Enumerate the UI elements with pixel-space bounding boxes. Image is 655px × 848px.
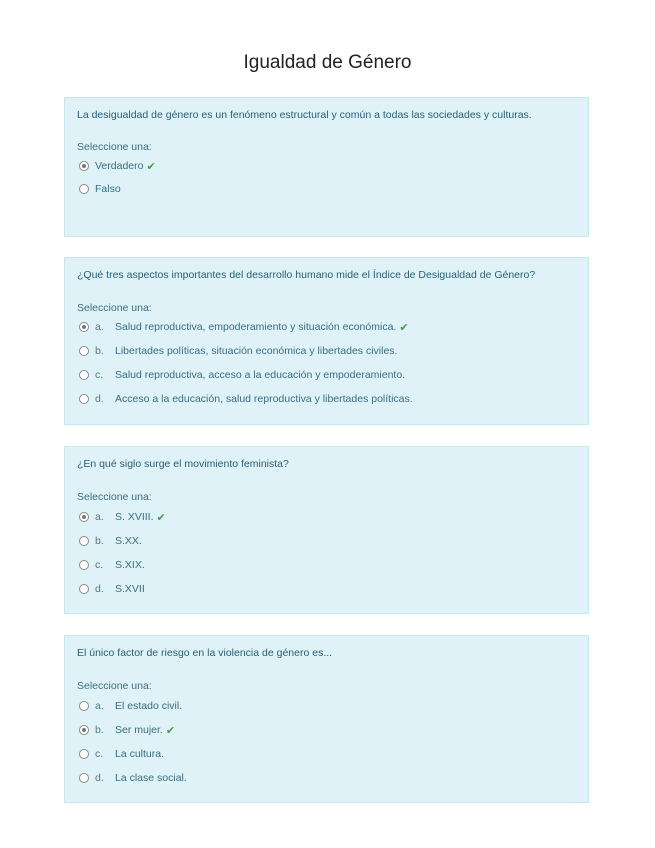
option-label: S.XIX. bbox=[115, 559, 145, 571]
option-verdadero[interactable] bbox=[79, 158, 156, 174]
option-letter: b. bbox=[95, 724, 104, 736]
radio-button[interactable] bbox=[79, 749, 89, 759]
question-text: ¿Qué tres aspectos importantes del desarrollo humano mide el Índice de Desigualdad de Género? bbox=[77, 269, 536, 281]
radio-button[interactable] bbox=[79, 560, 89, 570]
question-card-3 bbox=[64, 446, 589, 614]
option-label: Ser mujer. bbox=[115, 724, 163, 736]
option-letter: a. bbox=[95, 700, 104, 712]
option-label: Falso bbox=[95, 183, 121, 195]
question-text: ¿En qué siglo surge el movimiento feminista? bbox=[77, 458, 289, 470]
radio-button[interactable] bbox=[79, 536, 89, 546]
option-letter: c. bbox=[95, 748, 104, 760]
option-label: Verdadero bbox=[95, 160, 144, 172]
option-label: S.XX. bbox=[115, 535, 142, 547]
option-label: Acceso a la educación, salud reproductiva y libertades políticas. bbox=[115, 393, 413, 405]
radio-button[interactable] bbox=[79, 512, 89, 522]
option-letter: a. bbox=[95, 321, 104, 333]
question-text: La desigualdad de género es un fenómeno estructural y común a todas las sociedades y culturas. bbox=[77, 109, 532, 121]
option-label: La cultura. bbox=[115, 748, 165, 760]
option-label: Libertades políticas, situación económica y libertades civiles. bbox=[115, 345, 398, 357]
question-text: El único factor de riesgo en la violencia de género es... bbox=[77, 647, 333, 659]
question-card-2 bbox=[64, 257, 589, 425]
option-b[interactable] bbox=[79, 722, 175, 738]
check-icon: ✔ bbox=[399, 321, 409, 334]
select-prompt: Seleccione una: bbox=[77, 141, 152, 153]
radio-button[interactable] bbox=[79, 161, 89, 171]
option-c[interactable] bbox=[79, 367, 405, 383]
question-card-1 bbox=[64, 97, 589, 237]
select-prompt: Seleccione una: bbox=[77, 491, 152, 503]
option-falso[interactable] bbox=[79, 181, 121, 197]
option-letter: c. bbox=[95, 559, 104, 571]
option-b[interactable] bbox=[79, 533, 142, 549]
question-card-4 bbox=[64, 635, 589, 803]
radio-button[interactable] bbox=[79, 346, 89, 356]
option-letter: a. bbox=[95, 511, 104, 523]
option-label: Salud reproductiva, acceso a la educación y empoderamiento. bbox=[115, 369, 406, 381]
option-letter: d. bbox=[95, 583, 104, 595]
option-d[interactable] bbox=[79, 391, 413, 407]
radio-button[interactable] bbox=[79, 773, 89, 783]
radio-button[interactable] bbox=[79, 394, 89, 404]
option-label: S. XVIII. bbox=[115, 511, 154, 523]
check-icon: ✔ bbox=[165, 724, 176, 737]
radio-button[interactable] bbox=[79, 584, 89, 594]
check-icon: ✔ bbox=[156, 511, 166, 524]
option-label: S.XVII bbox=[115, 583, 145, 595]
option-a[interactable] bbox=[79, 698, 182, 714]
option-letter: b. bbox=[95, 345, 104, 357]
option-b[interactable] bbox=[79, 343, 397, 359]
option-a[interactable] bbox=[79, 509, 166, 525]
option-letter: d. bbox=[95, 393, 104, 405]
radio-button[interactable] bbox=[79, 370, 89, 380]
option-letter: d. bbox=[95, 772, 104, 784]
option-d[interactable] bbox=[79, 581, 145, 597]
page-title: Igualdad de Género bbox=[243, 52, 412, 73]
select-prompt: Seleccione una: bbox=[77, 680, 152, 692]
radio-button[interactable] bbox=[79, 725, 89, 735]
radio-button[interactable] bbox=[79, 322, 89, 332]
option-letter: c. bbox=[95, 369, 104, 381]
check-icon: ✔ bbox=[146, 160, 156, 173]
radio-button[interactable] bbox=[79, 184, 89, 194]
select-prompt: Seleccione una: bbox=[77, 302, 152, 314]
option-label: El estado civil. bbox=[115, 700, 183, 712]
option-c[interactable] bbox=[79, 746, 164, 762]
radio-button[interactable] bbox=[79, 701, 89, 711]
option-c[interactable] bbox=[79, 557, 145, 573]
option-label: La clase social. bbox=[115, 772, 187, 784]
option-a[interactable] bbox=[79, 319, 409, 335]
option-label: Salud reproductiva, empoderamiento y situación económica. bbox=[115, 321, 397, 333]
option-letter: b. bbox=[95, 535, 104, 547]
option-d[interactable] bbox=[79, 770, 187, 786]
